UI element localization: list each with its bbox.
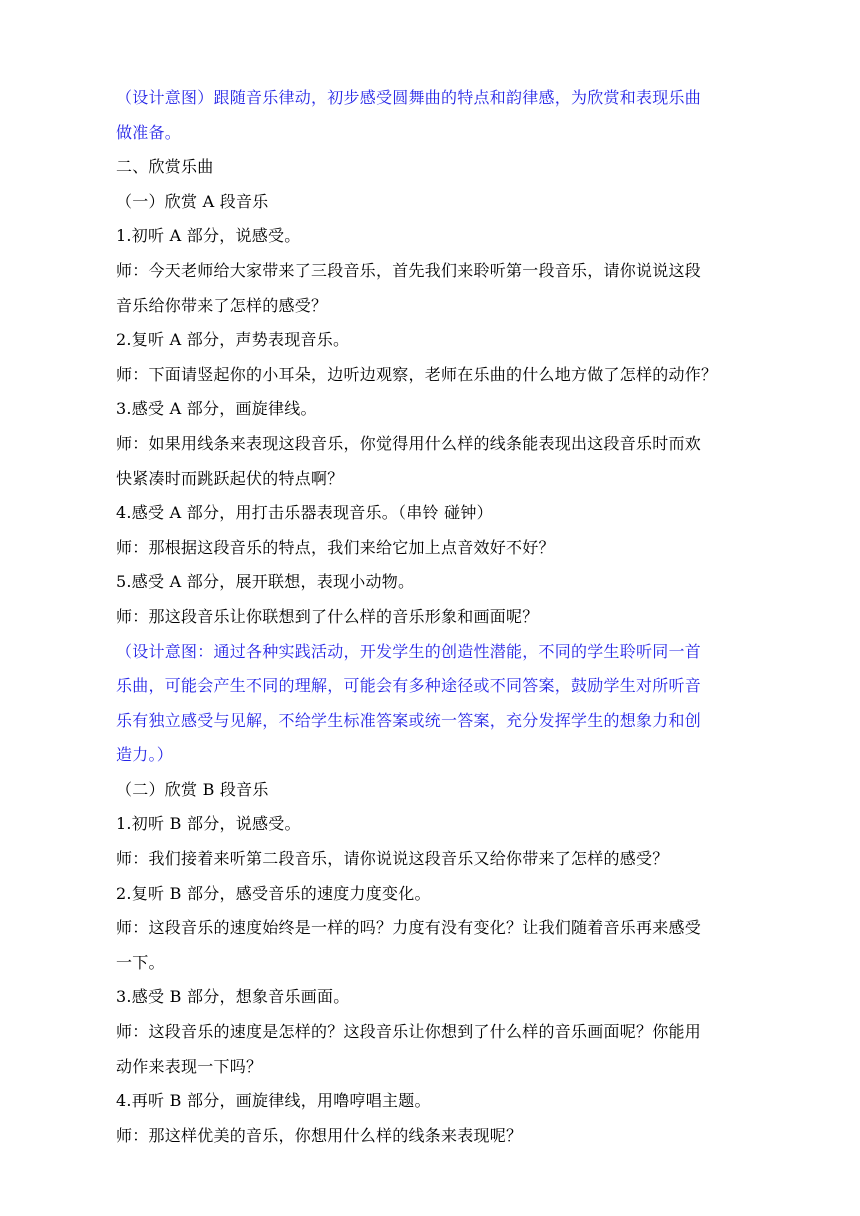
teacher-line: 师：今天老师给大家带来了三段音乐，首先我们来聆听第一段音乐，请你说说这段 — [116, 260, 702, 280]
teacher-line: 师：这段音乐的速度是怎样的？这段音乐让你想到了什么样的音乐画面呢？你能用 — [116, 1022, 702, 1042]
design-intent-text: 造力。） — [116, 745, 174, 765]
document-page — [116, 81, 756, 1153]
teacher-line: 动作来表现一下吗？ — [116, 1056, 263, 1076]
teacher-line: 师：这段音乐的速度始终是一样的吗？力度有没有变化？让我们随着音乐再来感受 — [116, 918, 702, 938]
step-text: 1.初听 A 部分，说感受。 — [116, 226, 301, 246]
teacher-line: 师：那这样优美的音乐，你想用什么样的线条来表现呢？ — [116, 1125, 523, 1145]
teacher-line: 师：如果用线条来表现这段音乐，你觉得用什么样的线条能表现出这段音乐时而欢 — [116, 433, 702, 453]
step-text: 3.感受 A 部分，画旋律线。 — [116, 399, 317, 419]
section-heading: 二、欣赏乐曲 — [116, 157, 214, 177]
teacher-line: 师：下面请竖起你的小耳朵，边听边观察，老师在乐曲的什么地方做了怎样的动作？ — [116, 364, 718, 384]
teacher-line: 师：那根据这段音乐的特点，我们来给它加上点音效好不好？ — [116, 537, 555, 557]
design-intent-text: 乐有独立感受与见解，不给学生标准答案或统一答案，充分发挥学生的想象力和创 — [116, 710, 702, 730]
step-text: 3.感受 B 部分，想象音乐画面。 — [116, 987, 350, 1007]
step-text: 2.复听 B 部分，感受音乐的速度力度变化。 — [116, 883, 431, 903]
step-text: 4.再听 B 部分，画旋律线，用噜哼唱主题。 — [116, 1091, 431, 1111]
subsection-heading: （二）欣赏 B 段音乐 — [116, 779, 269, 799]
step-text: 2.复听 A 部分，声势表现音乐。 — [116, 330, 350, 350]
step-text: 5.感受 A 部分，展开联想，表现小动物。 — [116, 572, 415, 592]
design-intent-text: （设计意图：通过各种实践活动，开发学生的创造性潜能，不同的学生聆听同一首 — [116, 641, 702, 661]
step-text: 4.感受 A 部分，用打击乐器表现音乐。（串铃 碰钟） — [116, 503, 493, 523]
teacher-line: 师：我们接着来听第二段音乐，请你说说这段音乐又给你带来了怎样的感受？ — [116, 849, 669, 869]
design-intent-text: 乐曲，可能会产生不同的理解，可能会有多种途径或不同答案，鼓励学生对所听音 — [116, 676, 702, 696]
teacher-line: 快紧凑时而跳跃起伏的特点啊？ — [116, 468, 344, 488]
step-text: 1.初听 B 部分，说感受。 — [116, 814, 301, 834]
teacher-line: 音乐给你带来了怎样的感受？ — [116, 295, 328, 315]
subsection-heading: （一）欣赏 A 段音乐 — [116, 191, 269, 211]
design-intent-text: （设计意图）跟随音乐律动，初步感受圆舞曲的特点和韵律感，为欣赏和表现乐曲 — [116, 88, 702, 107]
teacher-line: 一下。 — [116, 952, 165, 972]
teacher-line: 师：那这段音乐让你联想到了什么样的音乐形象和画面呢？ — [116, 606, 539, 626]
design-intent-text: 做准备。 — [116, 122, 182, 142]
